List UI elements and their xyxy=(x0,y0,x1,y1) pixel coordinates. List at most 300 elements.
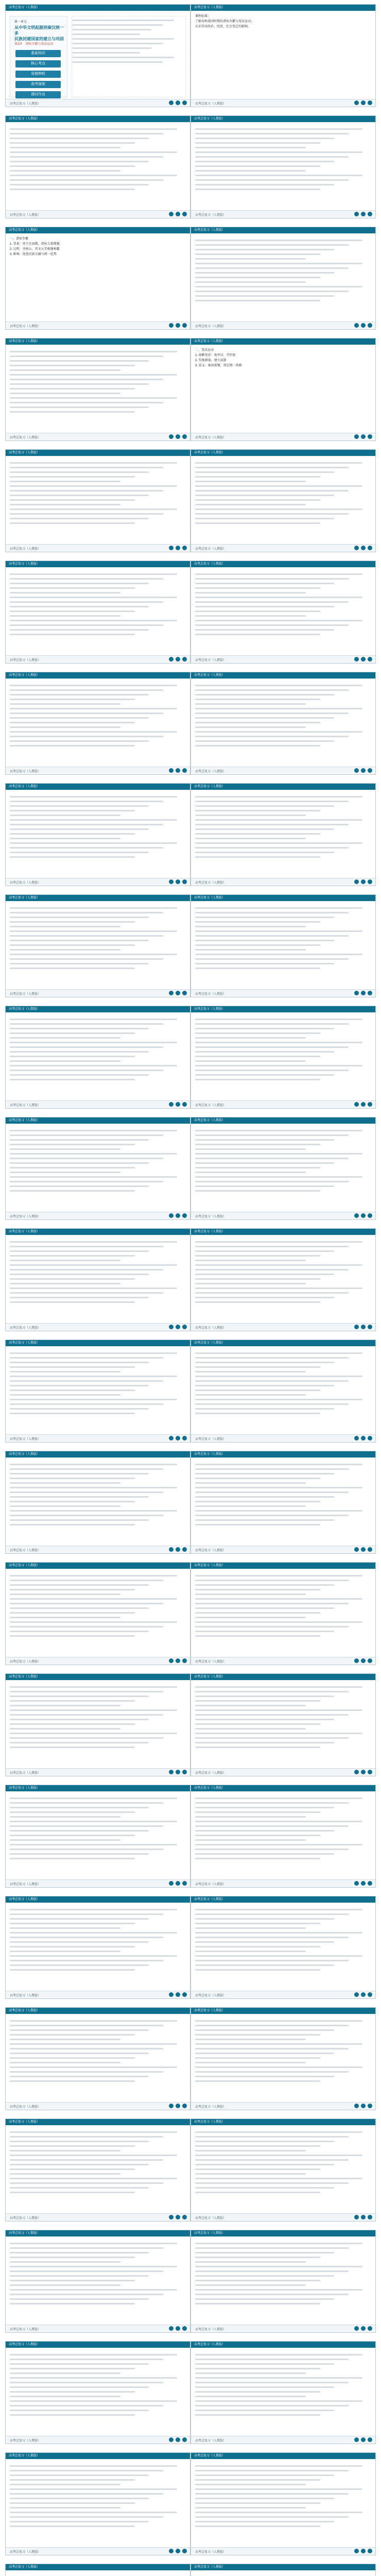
slide-topbar: 高考总复习（人教版） xyxy=(6,1563,190,1569)
slide-crumb: 高考总复习（人教版） xyxy=(195,1104,227,1107)
home-icon[interactable] xyxy=(169,2437,174,2442)
placeholder-line xyxy=(195,1598,362,1600)
placeholder-line xyxy=(195,2484,306,2485)
placeholder-line xyxy=(195,819,362,821)
next-icon[interactable] xyxy=(182,879,187,884)
placeholder-line xyxy=(10,949,120,951)
nav-buttons xyxy=(354,991,372,995)
prev-icon[interactable] xyxy=(361,323,366,328)
home-icon[interactable] xyxy=(354,1881,359,1886)
ppt-slide xyxy=(190,561,376,664)
menu-item-2[interactable]: 核心考点 xyxy=(15,60,61,67)
next-icon[interactable] xyxy=(182,323,187,328)
home-icon[interactable] xyxy=(354,768,359,773)
next-icon[interactable] xyxy=(368,1881,372,1886)
placeholder-line xyxy=(195,1807,334,1808)
placeholder-line xyxy=(195,2131,362,2133)
placeholder-line xyxy=(195,921,320,923)
placeholder-line xyxy=(10,1839,120,1841)
next-icon[interactable] xyxy=(182,100,187,105)
placeholder-line xyxy=(10,1510,177,1512)
placeholder-line xyxy=(195,1798,362,1799)
prev-icon[interactable] xyxy=(361,2437,366,2442)
home-icon[interactable] xyxy=(354,1102,359,1107)
placeholder-line xyxy=(195,1705,306,1706)
text-line-3: 2. 奖励耕战，建立县制 xyxy=(195,359,227,362)
next-icon[interactable] xyxy=(182,1992,187,1997)
placeholder-line xyxy=(195,170,306,172)
home-icon[interactable] xyxy=(169,1881,174,1886)
next-icon[interactable] xyxy=(182,546,187,550)
placeholder-line xyxy=(195,467,349,468)
placeholder-line xyxy=(195,138,334,139)
placeholder-line xyxy=(195,1714,349,1716)
menu-item-1[interactable]: 基础知识 xyxy=(15,50,61,57)
placeholder-line xyxy=(195,2479,320,2481)
nav-buttons xyxy=(354,1547,372,1552)
prev-icon[interactable] xyxy=(361,2215,366,2219)
placeholder-line xyxy=(195,2512,362,2513)
home-icon[interactable] xyxy=(169,2104,174,2108)
placeholder-line xyxy=(10,1946,135,1947)
prev-icon[interactable] xyxy=(361,1102,366,1107)
placeholder-line xyxy=(10,2396,120,2397)
next-icon[interactable] xyxy=(368,2215,372,2219)
prev-icon[interactable] xyxy=(176,1770,180,1774)
prev-icon[interactable] xyxy=(361,1992,366,1997)
home-icon[interactable] xyxy=(354,1992,359,1997)
ppt-slide xyxy=(5,1451,190,1554)
menu-item-3[interactable]: 易错辨析 xyxy=(15,71,61,78)
placeholder-line xyxy=(195,2377,362,2379)
slide-body xyxy=(10,2462,186,2546)
next-icon[interactable] xyxy=(182,434,187,439)
placeholder-line xyxy=(10,2141,149,2142)
placeholder-line xyxy=(10,1478,135,1479)
placeholder-line xyxy=(10,736,163,737)
prev-icon[interactable] xyxy=(361,546,366,550)
next-icon[interactable] xyxy=(368,991,372,995)
next-icon[interactable] xyxy=(368,1770,372,1774)
prev-icon[interactable] xyxy=(176,1102,180,1107)
prev-icon[interactable] xyxy=(361,1325,366,1329)
placeholder-line xyxy=(10,133,163,134)
placeholder-line xyxy=(195,1505,306,1507)
placeholder-line xyxy=(195,1366,320,1368)
home-icon[interactable] xyxy=(169,100,174,105)
menu-panel xyxy=(10,16,67,97)
nav-buttons xyxy=(354,434,372,439)
home-icon[interactable] xyxy=(169,212,174,216)
placeholder-line xyxy=(195,856,320,858)
slide-body xyxy=(10,2573,186,2576)
text-line-2: 1. 背景：周王室衰微，诸侯力量增强 xyxy=(10,243,60,246)
slide-topbar: 高考总复习（人教版） xyxy=(191,1563,375,1569)
placeholder-line xyxy=(10,2475,149,2476)
nav-buttons xyxy=(169,1436,187,1440)
placeholder-line xyxy=(10,745,135,747)
ppt-slide xyxy=(5,2007,190,2110)
nav-buttons xyxy=(169,1770,187,1774)
prev-icon[interactable] xyxy=(176,434,180,439)
slide-topbar: 高考总复习（人教版） xyxy=(191,2564,375,2570)
menu-item-5[interactable]: 课时作业 xyxy=(15,91,61,98)
home-icon[interactable] xyxy=(354,1658,359,1663)
prev-icon[interactable] xyxy=(361,1547,366,1552)
prev-icon[interactable] xyxy=(176,1325,180,1329)
home-icon[interactable] xyxy=(169,991,174,995)
next-icon[interactable] xyxy=(368,1436,372,1440)
home-icon[interactable] xyxy=(354,1547,359,1552)
home-icon[interactable] xyxy=(354,2549,359,2553)
placeholder-line xyxy=(10,824,163,825)
placeholder-line xyxy=(195,2359,349,2360)
placeholder-line xyxy=(10,365,135,366)
placeholder-line xyxy=(195,1802,349,1804)
placeholder-line xyxy=(10,1923,135,1924)
prev-icon[interactable] xyxy=(361,434,366,439)
next-icon[interactable] xyxy=(182,2326,187,2331)
text-line-2: 1. 商鞅变法：废井田、开阡陌 xyxy=(195,354,236,357)
nav-buttons xyxy=(169,212,187,216)
prev-icon[interactable] xyxy=(361,991,366,995)
home-icon[interactable] xyxy=(169,2215,174,2219)
unit-label: 第一单元 xyxy=(14,21,27,24)
home-icon[interactable] xyxy=(169,2549,174,2553)
prev-icon[interactable] xyxy=(361,2326,366,2331)
next-icon[interactable] xyxy=(368,1658,372,1663)
placeholder-line xyxy=(10,1811,135,1813)
placeholder-line xyxy=(72,47,151,49)
placeholder-line xyxy=(10,1492,163,1493)
placeholder-line xyxy=(10,713,163,714)
prev-icon[interactable] xyxy=(176,1992,180,1997)
slide-body xyxy=(195,1683,371,1767)
nav-buttons xyxy=(169,100,187,105)
next-icon[interactable] xyxy=(368,100,372,105)
next-icon[interactable] xyxy=(182,991,187,995)
home-icon[interactable] xyxy=(354,2437,359,2442)
prev-icon[interactable] xyxy=(361,100,366,105)
slide-body xyxy=(195,904,371,988)
ppt-slide xyxy=(5,2452,190,2555)
slide-topbar: 高考总复习（人教版） xyxy=(6,2564,190,2570)
placeholder-line xyxy=(195,1408,334,1410)
menu-item-4[interactable]: 高考演练 xyxy=(15,81,61,88)
prev-icon[interactable] xyxy=(361,2549,366,2553)
slide-topbar: 高考总复习（人教版） xyxy=(191,2119,375,2125)
prev-icon[interactable] xyxy=(176,768,180,773)
home-icon[interactable] xyxy=(169,1213,174,1218)
home-icon[interactable] xyxy=(169,434,174,439)
placeholder-line xyxy=(10,2303,135,2304)
placeholder-line xyxy=(195,1955,362,1957)
placeholder-line xyxy=(10,406,149,408)
next-icon[interactable] xyxy=(182,1213,187,1218)
placeholder-line xyxy=(195,838,306,839)
ppt-slide xyxy=(190,2007,376,2110)
home-icon[interactable] xyxy=(169,879,174,884)
slide-topbar: 高考总复习（人教版） xyxy=(191,2342,375,2348)
placeholder-line xyxy=(10,634,135,635)
next-icon[interactable] xyxy=(368,323,372,328)
home-icon[interactable] xyxy=(354,100,359,105)
placeholder-line xyxy=(10,1719,149,1720)
placeholder-line xyxy=(10,2414,135,2416)
placeholder-line xyxy=(195,1825,349,1827)
placeholder-line xyxy=(195,1255,320,1257)
placeholder-line xyxy=(195,2029,334,2031)
slide-bottombar xyxy=(6,1100,190,1108)
slide-body xyxy=(10,2240,186,2323)
home-icon[interactable] xyxy=(354,434,359,439)
nav-buttons xyxy=(169,546,187,550)
next-icon[interactable] xyxy=(182,1325,187,1329)
prev-icon[interactable] xyxy=(176,323,180,328)
ppt-slide xyxy=(190,115,376,218)
placeholder-line xyxy=(10,513,163,515)
next-icon[interactable] xyxy=(182,2437,187,2442)
next-icon[interactable] xyxy=(368,1102,372,1107)
slide-body xyxy=(195,2017,371,2100)
next-icon[interactable] xyxy=(368,2549,372,2553)
placeholder-line xyxy=(10,1153,177,1155)
prev-icon[interactable] xyxy=(176,879,180,884)
nav-buttons xyxy=(354,2326,372,2331)
placeholder-line xyxy=(195,1352,362,1354)
home-icon[interactable] xyxy=(169,1436,174,1440)
home-icon[interactable] xyxy=(169,1547,174,1552)
slide-body xyxy=(195,125,371,209)
home-icon[interactable] xyxy=(169,1770,174,1774)
placeholder-line xyxy=(10,1042,177,1043)
next-icon[interactable] xyxy=(182,1547,187,1552)
prev-icon[interactable] xyxy=(361,1881,366,1886)
nav-buttons xyxy=(354,657,372,662)
prev-icon[interactable] xyxy=(361,657,366,662)
next-icon[interactable] xyxy=(182,1770,187,1774)
next-icon[interactable] xyxy=(368,2437,372,2442)
prev-icon[interactable] xyxy=(361,768,366,773)
slide-bottombar xyxy=(191,544,375,552)
home-icon[interactable] xyxy=(354,1770,359,1774)
home-icon[interactable] xyxy=(354,2215,359,2219)
placeholder-line xyxy=(195,2400,362,2402)
next-icon[interactable] xyxy=(182,768,187,773)
ppt-slide xyxy=(190,1785,376,1888)
next-icon[interactable] xyxy=(368,879,372,884)
placeholder-line xyxy=(10,921,135,923)
slide-bottombar xyxy=(191,1768,375,1776)
next-icon[interactable] xyxy=(368,546,372,550)
next-icon[interactable] xyxy=(368,2104,372,2108)
home-icon[interactable] xyxy=(354,212,359,216)
home-icon[interactable] xyxy=(169,657,174,662)
home-icon[interactable] xyxy=(169,546,174,550)
next-icon[interactable] xyxy=(182,2215,187,2219)
slide-topbar: 高考总复习（人教版） xyxy=(191,1006,375,1012)
slide-bottombar xyxy=(191,1100,375,1108)
placeholder-line xyxy=(195,708,362,709)
prev-icon[interactable] xyxy=(361,212,366,216)
next-icon[interactable] xyxy=(182,657,187,662)
placeholder-line xyxy=(195,1037,306,1039)
placeholder-line xyxy=(195,2155,362,2156)
next-icon[interactable] xyxy=(368,1992,372,1997)
placeholder-line xyxy=(10,1747,135,1748)
placeholder-line xyxy=(10,2053,149,2054)
home-icon[interactable] xyxy=(169,1992,174,1997)
prev-icon[interactable] xyxy=(176,1213,180,1218)
placeholder-line xyxy=(10,1283,120,1284)
placeholder-line xyxy=(10,912,163,913)
placeholder-line xyxy=(10,1278,135,1280)
placeholder-line xyxy=(195,717,334,719)
home-icon[interactable] xyxy=(354,1436,359,1440)
placeholder-line xyxy=(10,1023,163,1025)
placeholder-line xyxy=(195,1371,306,1372)
next-icon[interactable] xyxy=(368,1325,372,1329)
home-icon[interactable] xyxy=(354,1325,359,1329)
next-icon[interactable] xyxy=(182,1881,187,1886)
ppt-slide xyxy=(190,1006,376,1109)
next-icon[interactable] xyxy=(182,1102,187,1107)
prev-icon[interactable] xyxy=(176,1436,180,1440)
next-icon[interactable] xyxy=(368,212,372,216)
placeholder-line xyxy=(10,2526,135,2527)
next-icon[interactable] xyxy=(182,2104,187,2108)
placeholder-line xyxy=(10,1065,177,1066)
placeholder-line xyxy=(10,2247,163,2249)
placeholder-line xyxy=(10,2368,135,2369)
placeholder-line xyxy=(195,2266,362,2267)
slide-bottombar xyxy=(6,2213,190,2221)
slide-topbar: 高考总复习（人教版） xyxy=(6,1340,190,1346)
next-icon[interactable] xyxy=(368,2326,372,2331)
home-icon[interactable] xyxy=(169,2326,174,2331)
prev-icon[interactable] xyxy=(361,1213,366,1218)
slide-topbar: 高考总复习（人教版） xyxy=(6,2119,190,2125)
home-icon[interactable] xyxy=(354,1213,359,1218)
home-icon[interactable] xyxy=(169,768,174,773)
prev-icon[interactable] xyxy=(176,2215,180,2219)
slide-bottombar xyxy=(191,1879,375,1887)
prev-icon[interactable] xyxy=(176,212,180,216)
placeholder-line xyxy=(195,1283,306,1284)
prev-icon[interactable] xyxy=(176,2326,180,2331)
home-icon[interactable] xyxy=(354,657,359,662)
placeholder-line xyxy=(10,2164,149,2165)
next-icon[interactable] xyxy=(182,1658,187,1663)
prev-icon[interactable] xyxy=(361,879,366,884)
home-icon[interactable] xyxy=(169,323,174,328)
next-icon[interactable] xyxy=(368,768,372,773)
placeholder-line xyxy=(195,142,320,144)
prev-icon[interactable] xyxy=(361,1770,366,1774)
prev-icon[interactable] xyxy=(176,2549,180,2553)
placeholder-line xyxy=(10,1505,120,1507)
placeholder-line xyxy=(195,504,306,505)
prev-icon[interactable] xyxy=(176,2104,180,2108)
placeholder-line xyxy=(195,2498,334,2499)
placeholder-line xyxy=(10,852,149,853)
prev-icon[interactable] xyxy=(176,991,180,995)
home-icon[interactable] xyxy=(169,1658,174,1663)
slide-bottombar xyxy=(191,1546,375,1553)
prev-icon[interactable] xyxy=(176,657,180,662)
nav-buttons xyxy=(169,1213,187,1218)
home-icon[interactable] xyxy=(169,1325,174,1329)
home-icon[interactable] xyxy=(354,991,359,995)
placeholder-line xyxy=(10,2136,163,2138)
prev-icon[interactable] xyxy=(361,2104,366,2108)
placeholder-line xyxy=(10,722,135,723)
slide-body xyxy=(195,1127,371,1210)
prev-icon[interactable] xyxy=(361,1658,366,1663)
placeholder-line xyxy=(195,175,362,176)
home-icon[interactable] xyxy=(354,879,359,884)
nav-buttons xyxy=(354,1325,372,1329)
home-icon[interactable] xyxy=(354,546,359,550)
placeholder-line xyxy=(195,1185,334,1187)
slide-bottombar xyxy=(191,1212,375,1219)
ppt-slide xyxy=(5,672,190,775)
placeholder-line xyxy=(195,2368,320,2369)
next-icon[interactable] xyxy=(368,1213,372,1218)
home-icon[interactable] xyxy=(354,2104,359,2108)
placeholder-line xyxy=(195,2280,320,2281)
placeholder-line xyxy=(10,815,120,816)
prev-icon[interactable] xyxy=(176,546,180,550)
next-icon[interactable] xyxy=(182,1436,187,1440)
placeholder-line xyxy=(195,2391,320,2393)
prev-icon[interactable] xyxy=(176,1881,180,1886)
prev-icon[interactable] xyxy=(176,1658,180,1663)
placeholder-line xyxy=(10,944,135,946)
placeholder-line xyxy=(195,2182,349,2184)
next-icon[interactable] xyxy=(368,434,372,439)
next-icon[interactable] xyxy=(182,2549,187,2553)
prev-icon[interactable] xyxy=(361,1436,366,1440)
placeholder-line xyxy=(195,1691,349,1692)
next-icon[interactable] xyxy=(368,1547,372,1552)
slide-crumb: 高考总复习（人教版） xyxy=(10,1772,41,1775)
placeholder-line xyxy=(195,1269,349,1270)
placeholder-line xyxy=(195,1487,362,1488)
placeholder-line xyxy=(195,1709,362,1711)
next-icon[interactable] xyxy=(182,212,187,216)
prev-icon[interactable] xyxy=(176,1547,180,1552)
placeholder-line xyxy=(10,1816,120,1818)
slide-body xyxy=(195,1906,371,1989)
next-icon[interactable] xyxy=(368,657,372,662)
home-icon[interactable] xyxy=(169,1102,174,1107)
home-icon[interactable] xyxy=(354,2326,359,2331)
placeholder-line xyxy=(10,1408,149,1410)
prev-icon[interactable] xyxy=(176,100,180,105)
slide-body xyxy=(10,2351,186,2434)
home-icon[interactable] xyxy=(354,323,359,328)
placeholder-line xyxy=(195,1042,362,1043)
nav-buttons xyxy=(169,2326,187,2331)
slide-topbar: 高考总复习（人教版） xyxy=(6,5,190,11)
placeholder-line xyxy=(195,1241,362,1243)
placeholder-line xyxy=(195,1515,349,1516)
prev-icon[interactable] xyxy=(176,2437,180,2442)
placeholder-line xyxy=(10,1051,149,1053)
placeholder-line xyxy=(195,731,362,733)
placeholder-line xyxy=(10,1185,149,1187)
